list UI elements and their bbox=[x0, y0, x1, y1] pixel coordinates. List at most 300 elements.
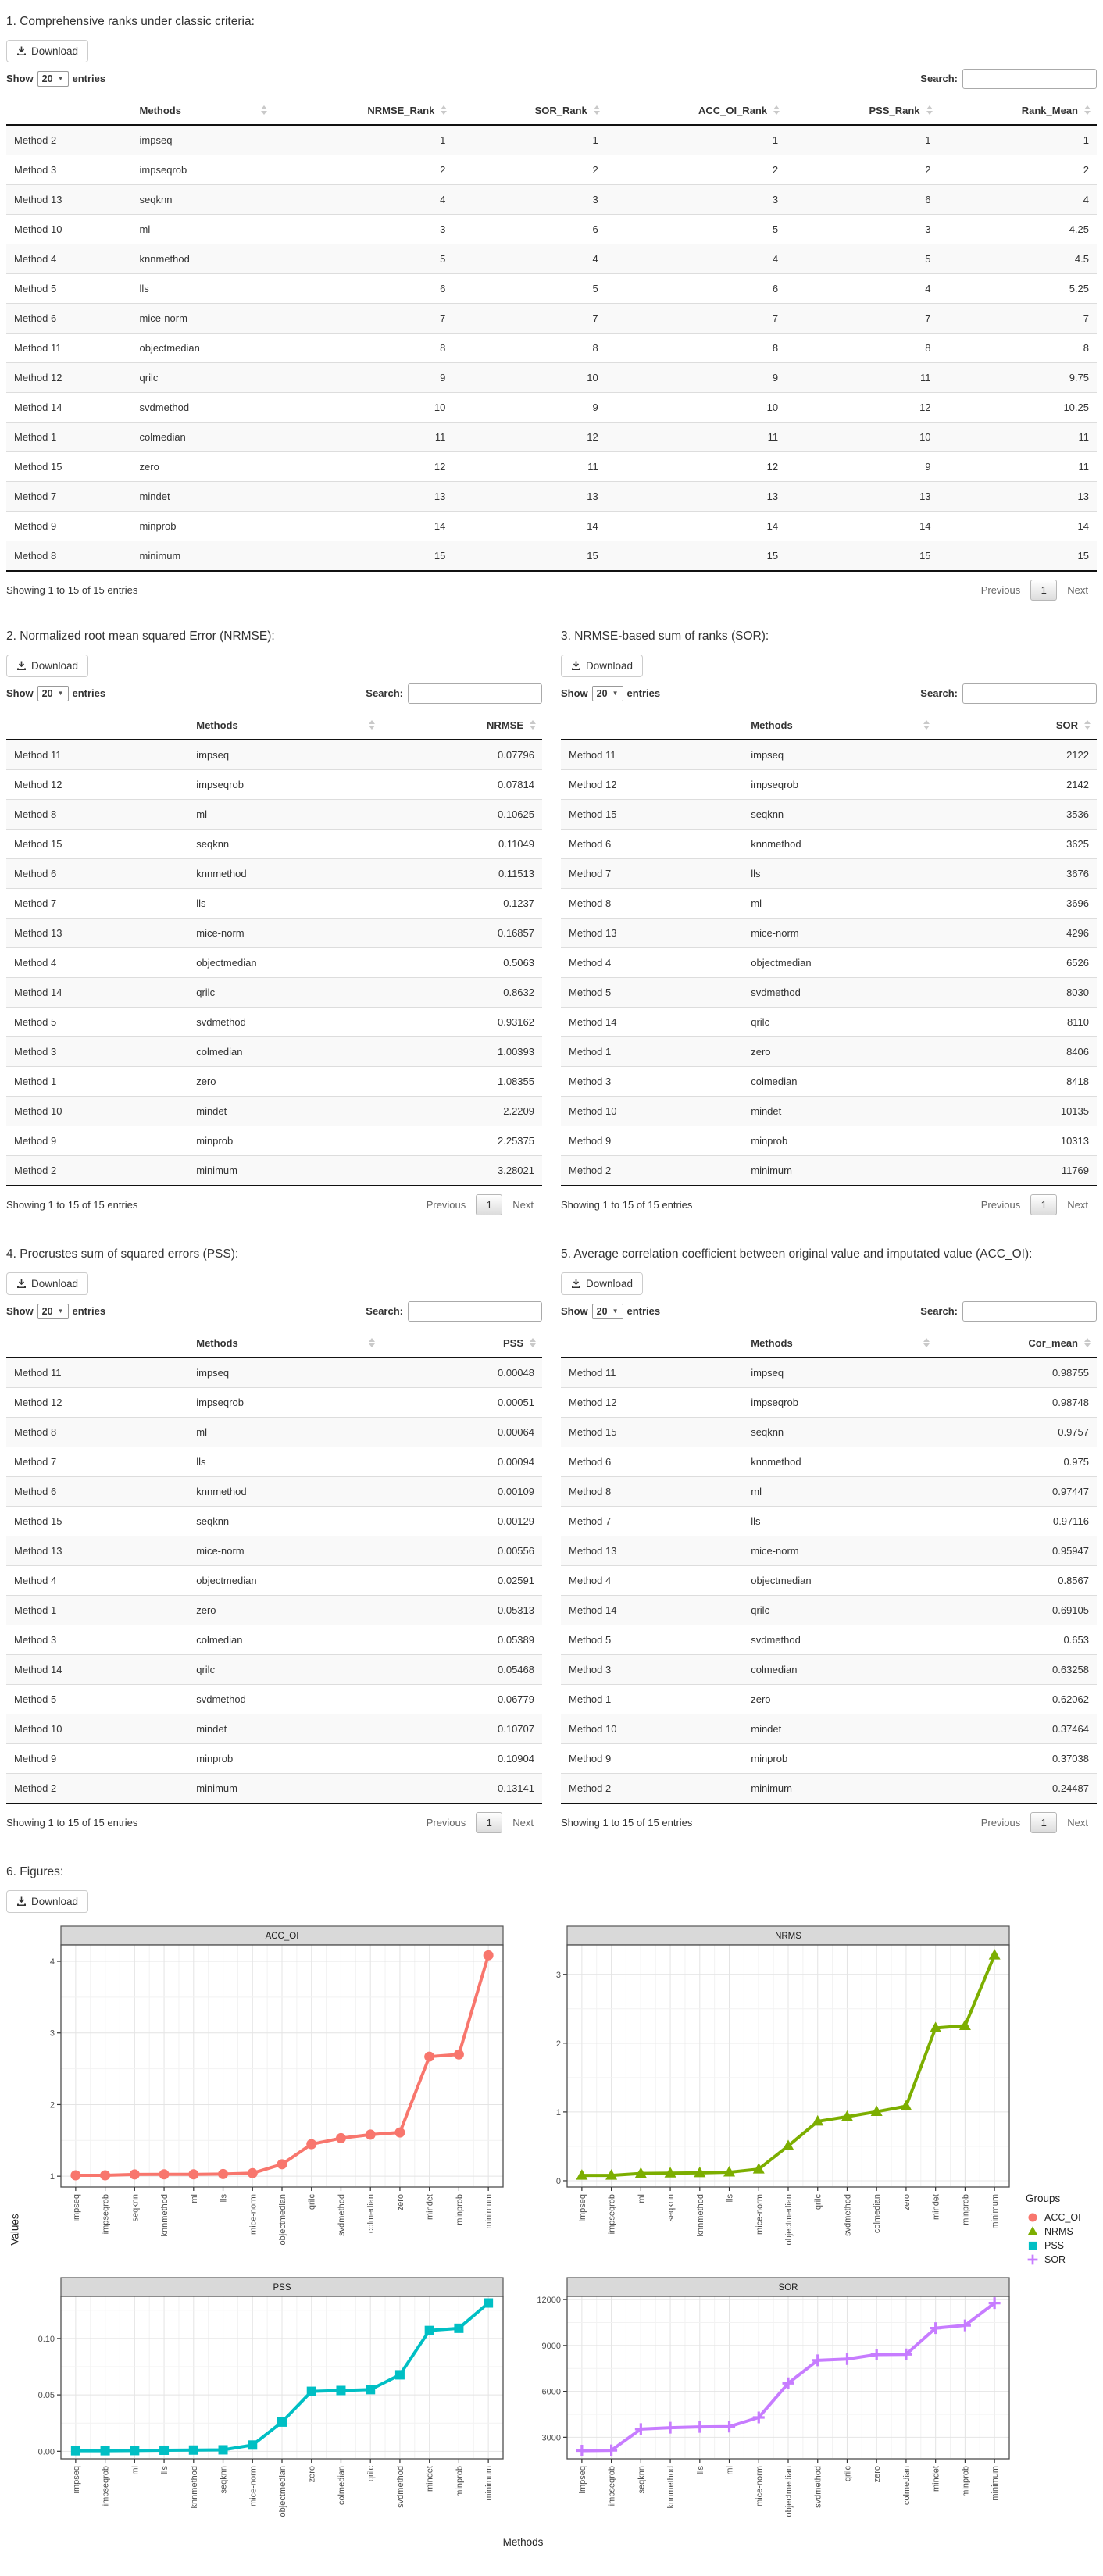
caret-down-icon: ▼ bbox=[612, 690, 619, 698]
svg-text:mice-norm: mice-norm bbox=[754, 2465, 764, 2506]
page-size-select[interactable]: 20 ▼ bbox=[37, 686, 69, 701]
table-cell: lls bbox=[751, 867, 761, 879]
table-cell: 1.00393 bbox=[498, 1045, 534, 1058]
table-row bbox=[6, 184, 1097, 214]
table-row bbox=[6, 362, 1097, 392]
svg-text:SOR: SOR bbox=[778, 2282, 798, 2292]
table-row bbox=[6, 541, 1097, 571]
table-row bbox=[561, 1625, 1097, 1654]
page-size-control: Show 20 ▼ entries bbox=[6, 1304, 105, 1319]
table-cell: impseqrob bbox=[196, 1396, 244, 1408]
svg-text:knnmethod: knnmethod bbox=[695, 2193, 705, 2237]
svg-text:impseq: impseq bbox=[577, 2193, 587, 2222]
search-label: Search: bbox=[920, 73, 958, 85]
x-axis-title: Methods bbox=[502, 2535, 544, 2548]
table-cell: Method 12 bbox=[569, 1396, 617, 1408]
table-cell: 13 bbox=[766, 490, 779, 502]
column-header[interactable]: NRMSE bbox=[381, 712, 542, 740]
sort-icon bbox=[369, 720, 375, 730]
table-cell: 5 bbox=[925, 252, 931, 265]
table-row bbox=[561, 1506, 1097, 1536]
next-button[interactable]: Next bbox=[512, 1816, 534, 1829]
table-cell: Method 11 bbox=[14, 1366, 62, 1379]
table-cell: Method 3 bbox=[569, 1075, 612, 1087]
table-cell: 4 bbox=[772, 252, 779, 265]
table-cell: 7 bbox=[1083, 312, 1089, 324]
table-cell: objectmedian bbox=[196, 1574, 257, 1586]
table-cell: 0.975 bbox=[1063, 1455, 1089, 1468]
table-cell: 13 bbox=[434, 490, 446, 502]
table-row bbox=[6, 481, 1097, 511]
download-button[interactable]: Download bbox=[6, 655, 88, 677]
table-cell: qrilc bbox=[196, 986, 216, 998]
table-cell: 15 bbox=[766, 549, 779, 562]
svg-text:mindet: mindet bbox=[425, 2193, 435, 2220]
table-cell: zero bbox=[196, 1604, 216, 1616]
table-row bbox=[561, 918, 1097, 947]
search-input[interactable] bbox=[962, 683, 1097, 704]
table-cell: Method 12 bbox=[569, 778, 617, 790]
table-cell: 7 bbox=[592, 312, 598, 324]
table-row bbox=[6, 829, 542, 858]
table-cell: 3625 bbox=[1066, 837, 1089, 850]
previous-button[interactable]: Previous bbox=[426, 1816, 466, 1829]
table-cell: 0.07796 bbox=[498, 748, 534, 761]
table-cell: svdmethod bbox=[751, 1633, 801, 1646]
page-number-button[interactable]: 1 bbox=[1030, 1194, 1057, 1215]
column-header[interactable]: SOR_Rank bbox=[453, 97, 605, 125]
table-row bbox=[6, 511, 1097, 541]
table-cell: minprob bbox=[196, 1134, 234, 1147]
table-cell: 0.00048 bbox=[498, 1366, 534, 1379]
table-cell: 2142 bbox=[1066, 778, 1089, 790]
table-cell: Method 7 bbox=[569, 867, 612, 879]
table-row bbox=[6, 333, 1097, 362]
table-cell: ml bbox=[139, 223, 151, 235]
table-info: Showing 1 to 15 of 15 entries bbox=[6, 1198, 138, 1211]
svg-text:lls: lls bbox=[160, 2465, 170, 2474]
svg-text:svdmethod: svdmethod bbox=[395, 2465, 405, 2508]
sort-icon bbox=[1084, 105, 1091, 115]
table-row bbox=[561, 769, 1097, 799]
table-cell: Method 11 bbox=[569, 748, 616, 761]
page-number-button[interactable]: 1 bbox=[476, 1194, 502, 1215]
svg-text:impseqrob: impseqrob bbox=[101, 2193, 111, 2235]
table-cell: 0.00051 bbox=[498, 1396, 534, 1408]
table-cell: colmedian bbox=[196, 1045, 243, 1058]
table-row bbox=[6, 392, 1097, 422]
table-cell: minprob bbox=[196, 1752, 234, 1764]
svg-text:ml: ml bbox=[130, 2465, 141, 2475]
table-cell: mindet bbox=[196, 1722, 227, 1735]
section-pss bbox=[6, 1239, 542, 1836]
previous-button[interactable]: Previous bbox=[980, 1816, 1021, 1829]
download-button[interactable]: Download bbox=[561, 1272, 643, 1295]
download-icon bbox=[16, 46, 27, 56]
caret-down-icon: ▼ bbox=[57, 690, 64, 698]
svg-text:12000: 12000 bbox=[536, 2295, 561, 2305]
svg-text:2: 2 bbox=[49, 2100, 55, 2110]
svg-text:zero: zero bbox=[872, 2465, 882, 2483]
table-cell: Method 13 bbox=[14, 926, 62, 939]
table-cell: 0.13141 bbox=[498, 1782, 534, 1794]
section-figures bbox=[6, 1864, 1097, 2556]
column-header[interactable]: PSS bbox=[381, 1329, 542, 1358]
column-header[interactable]: Methods bbox=[132, 97, 273, 125]
column-header[interactable]: Methods bbox=[188, 1329, 381, 1358]
table-cell: 0.62062 bbox=[1052, 1693, 1089, 1705]
svg-text:impseq: impseq bbox=[71, 2193, 81, 2222]
ranks-table bbox=[6, 97, 1097, 572]
table-cell: knnmethod bbox=[196, 867, 247, 879]
table-row bbox=[6, 1387, 542, 1417]
table-cell: seqknn bbox=[196, 1515, 230, 1527]
page-number-button[interactable]: 1 bbox=[476, 1812, 502, 1833]
column-header[interactable]: PSS_Rank bbox=[786, 97, 938, 125]
table-cell: Method 15 bbox=[14, 460, 62, 473]
sort-icon bbox=[926, 105, 933, 115]
row-name-header bbox=[561, 712, 743, 740]
table-cell: 0.5063 bbox=[503, 956, 534, 969]
svg-text:impseqrob: impseqrob bbox=[101, 2465, 111, 2506]
table-cell: 12 bbox=[434, 460, 446, 473]
table-cell: 11 bbox=[434, 430, 446, 443]
next-button[interactable]: Next bbox=[1067, 1816, 1088, 1829]
table-cell: 4296 bbox=[1066, 926, 1089, 939]
legend-item-sor: SOR bbox=[1026, 2253, 1097, 2267]
table-cell: 8 bbox=[925, 341, 931, 354]
table-cell: Method 5 bbox=[569, 986, 612, 998]
table-cell: 6 bbox=[925, 193, 931, 205]
table-cell: zero bbox=[139, 460, 159, 473]
table-cell: impseq bbox=[751, 748, 784, 761]
column-header[interactable]: Rank_Mean bbox=[939, 97, 1097, 125]
table-cell: Method 8 bbox=[569, 897, 612, 909]
download-button[interactable]: Download bbox=[6, 1272, 88, 1295]
row-name-header bbox=[6, 712, 188, 740]
svg-text:svdmethod: svdmethod bbox=[337, 2193, 347, 2236]
next-button[interactable]: Next bbox=[512, 1198, 534, 1211]
table-row bbox=[6, 303, 1097, 333]
table-cell: 0.653 bbox=[1063, 1633, 1089, 1646]
sort-icon bbox=[594, 105, 600, 115]
table-cell: 3 bbox=[440, 223, 446, 235]
table-cell: mindet bbox=[139, 490, 170, 502]
next-button[interactable]: Next bbox=[1067, 1198, 1088, 1211]
search-label: Search: bbox=[366, 687, 403, 700]
table-row bbox=[561, 1476, 1097, 1506]
table-cell: seqknn bbox=[139, 193, 173, 205]
table-row bbox=[6, 1684, 542, 1714]
nrmse-table bbox=[6, 712, 542, 1186]
svg-text:impseqrob: impseqrob bbox=[607, 2465, 617, 2506]
svg-text:mice-norm: mice-norm bbox=[248, 2193, 259, 2235]
table-row bbox=[561, 1126, 1097, 1155]
table-cell: Method 12 bbox=[14, 371, 62, 384]
table-row bbox=[561, 1096, 1097, 1126]
svg-text:zero: zero bbox=[307, 2465, 317, 2483]
table-cell: lls bbox=[139, 282, 149, 294]
table-cell: Method 1 bbox=[569, 1693, 612, 1705]
column-header[interactable]: Methods bbox=[743, 1329, 936, 1358]
table-row bbox=[6, 1536, 542, 1565]
table-cell: 0.69105 bbox=[1052, 1604, 1089, 1616]
table-cell: 9 bbox=[440, 371, 446, 384]
table-cell: Method 10 bbox=[569, 1722, 617, 1735]
table-cell: minimum bbox=[751, 1782, 792, 1794]
page-number-button[interactable]: 1 bbox=[1030, 580, 1057, 601]
svg-text:0: 0 bbox=[555, 2176, 561, 2186]
table-cell: impseq bbox=[139, 134, 173, 146]
sort-icon bbox=[261, 105, 267, 115]
svg-text:ml: ml bbox=[725, 2465, 735, 2475]
svg-text:lls: lls bbox=[219, 2193, 229, 2203]
table-row bbox=[561, 740, 1097, 770]
page-size-select[interactable]: 20 ▼ bbox=[592, 1304, 623, 1319]
search-input[interactable] bbox=[962, 1301, 1097, 1322]
table-cell: 0.00109 bbox=[498, 1485, 534, 1497]
table-row bbox=[6, 273, 1097, 303]
svg-text:colmedian: colmedian bbox=[872, 2193, 882, 2233]
table-cell: impseqrob bbox=[751, 1396, 798, 1408]
svg-text:mice-norm: mice-norm bbox=[754, 2193, 764, 2235]
svg-text:knnmethod: knnmethod bbox=[160, 2193, 170, 2237]
table-row bbox=[6, 1036, 542, 1066]
table-cell: 7 bbox=[772, 312, 779, 324]
table-cell: mice-norm bbox=[196, 926, 245, 939]
svg-text:2: 2 bbox=[555, 2039, 561, 2049]
table-cell: Method 10 bbox=[14, 1104, 62, 1117]
table-row bbox=[6, 1476, 542, 1506]
svg-text:3: 3 bbox=[555, 1970, 561, 1980]
table-cell: 0.02591 bbox=[498, 1574, 534, 1586]
sort-icon bbox=[1084, 1338, 1091, 1347]
table-row bbox=[6, 1066, 542, 1096]
table-cell: Method 12 bbox=[14, 1396, 62, 1408]
table-cell: 5 bbox=[440, 252, 446, 265]
table-cell: Method 3 bbox=[14, 163, 57, 176]
table-cell: 2 bbox=[925, 163, 931, 176]
caret-down-icon: ▼ bbox=[57, 1308, 64, 1315]
table-cell: seqknn bbox=[196, 837, 230, 850]
svg-text:impseq: impseq bbox=[71, 2465, 81, 2494]
table-cell: colmedian bbox=[139, 430, 186, 443]
svg-text:ACC_OI: ACC_OI bbox=[265, 1931, 299, 1941]
table-cell: 3 bbox=[592, 193, 598, 205]
table-cell: minimum bbox=[751, 1164, 792, 1176]
table-cell: impseqrob bbox=[139, 163, 187, 176]
table-cell: ml bbox=[196, 808, 207, 820]
next-button[interactable]: Next bbox=[1067, 583, 1088, 596]
svg-text:minprob: minprob bbox=[960, 2193, 970, 2225]
table-row bbox=[6, 1506, 542, 1536]
table-row bbox=[561, 829, 1097, 858]
table-cell: Method 9 bbox=[569, 1134, 612, 1147]
search-input[interactable] bbox=[408, 1301, 542, 1322]
table-cell: 1 bbox=[925, 134, 931, 146]
table-cell: Method 15 bbox=[569, 1425, 617, 1438]
column-header[interactable]: Methods bbox=[188, 712, 381, 740]
download-icon bbox=[571, 661, 581, 671]
table-cell: 2.25375 bbox=[498, 1134, 534, 1147]
svg-text:4: 4 bbox=[49, 1957, 55, 1967]
svg-text:zero: zero bbox=[901, 2193, 912, 2211]
table-cell: 2 bbox=[1083, 163, 1089, 176]
table-cell: Method 4 bbox=[14, 1574, 57, 1586]
table-info: Showing 1 to 15 of 15 entries bbox=[6, 583, 138, 596]
download-icon bbox=[16, 661, 27, 671]
table-cell: Method 11 bbox=[14, 748, 62, 761]
table-cell: objectmedian bbox=[139, 341, 200, 354]
table-cell: svdmethod bbox=[139, 401, 190, 413]
table-cell: Method 5 bbox=[569, 1633, 612, 1646]
search-label: Search: bbox=[920, 1305, 958, 1318]
table-cell: 12 bbox=[587, 430, 598, 443]
search-input[interactable] bbox=[962, 69, 1097, 89]
table-cell: 15 bbox=[587, 549, 598, 562]
table-cell: 0.37038 bbox=[1052, 1752, 1089, 1764]
table-cell: 4 bbox=[592, 252, 598, 265]
sort-icon bbox=[1084, 720, 1091, 730]
page-number-button[interactable]: 1 bbox=[1030, 1812, 1057, 1833]
column-header[interactable]: ACC_OI_Rank bbox=[606, 97, 786, 125]
table-cell: Method 7 bbox=[14, 1455, 57, 1468]
svg-text:seqknn: seqknn bbox=[666, 2193, 676, 2222]
column-header[interactable]: NRMSE_Rank bbox=[273, 97, 453, 125]
table-cell: 0.00556 bbox=[498, 1544, 534, 1557]
table-cell: minprob bbox=[751, 1752, 788, 1764]
page-size-control: Show 20 ▼ entries bbox=[6, 71, 105, 87]
table-cell: Method 11 bbox=[569, 1366, 616, 1379]
section-title: 3. NRMSE-based sum of ranks (SOR): bbox=[561, 629, 769, 643]
sort-icon bbox=[923, 720, 930, 730]
section-acc-oi bbox=[561, 1239, 1097, 1836]
table-cell: Method 8 bbox=[14, 808, 57, 820]
table-cell: 15 bbox=[1077, 549, 1089, 562]
download-button[interactable]: Download bbox=[6, 40, 88, 62]
table-row bbox=[6, 1126, 542, 1155]
column-header[interactable]: Cor_mean bbox=[936, 1329, 1097, 1358]
sort-icon bbox=[773, 105, 780, 115]
table-row bbox=[561, 1595, 1097, 1625]
previous-button[interactable]: Previous bbox=[980, 583, 1021, 596]
table-cell: 0.93162 bbox=[498, 1015, 534, 1028]
table-cell: Method 3 bbox=[14, 1045, 57, 1058]
svg-text:0.05: 0.05 bbox=[37, 2390, 55, 2400]
table-row bbox=[6, 1358, 542, 1388]
table-cell: 11 bbox=[767, 430, 779, 443]
svg-text:qrilc: qrilc bbox=[813, 2193, 823, 2210]
download-icon bbox=[571, 1279, 581, 1289]
table-cell: Method 15 bbox=[14, 1515, 62, 1527]
table-cell: Method 6 bbox=[569, 1455, 612, 1468]
section-title: 5. Average correlation coefficient between original value and imputated value (ACC_OI): bbox=[561, 1247, 1033, 1261]
table-cell: Method 14 bbox=[569, 1604, 617, 1616]
table-cell: Method 2 bbox=[569, 1164, 612, 1176]
column-header[interactable]: SOR bbox=[936, 712, 1097, 740]
table-cell: seqknn bbox=[751, 1425, 784, 1438]
table-cell: Method 1 bbox=[569, 1045, 612, 1058]
table-cell: Method 4 bbox=[14, 956, 57, 969]
table-cell: 0.98755 bbox=[1052, 1366, 1089, 1379]
table-cell: 0.97447 bbox=[1052, 1485, 1089, 1497]
table-row bbox=[561, 1007, 1097, 1036]
cor-mean-table bbox=[561, 1329, 1097, 1804]
previous-button[interactable]: Previous bbox=[426, 1198, 466, 1211]
table-cell: Method 13 bbox=[14, 193, 62, 205]
table-cell: 3.28021 bbox=[498, 1164, 534, 1176]
table-cell: Method 2 bbox=[14, 1164, 57, 1176]
svg-text:minimum: minimum bbox=[484, 2465, 494, 2501]
svg-text:knnmethod: knnmethod bbox=[666, 2465, 676, 2509]
table-cell: 5 bbox=[592, 282, 598, 294]
svg-text:mice-norm: mice-norm bbox=[248, 2465, 259, 2506]
page-size-select[interactable]: 20 ▼ bbox=[37, 1304, 69, 1319]
table-cell: 2 bbox=[592, 163, 598, 176]
column-header[interactable]: Methods bbox=[743, 712, 936, 740]
table-cell: qrilc bbox=[751, 1015, 770, 1028]
table-cell: Method 14 bbox=[569, 1015, 617, 1028]
table-cell: mice-norm bbox=[751, 1544, 799, 1557]
table-row bbox=[6, 1096, 542, 1126]
table-cell: seqknn bbox=[751, 808, 784, 820]
table-cell: 0.10625 bbox=[498, 808, 534, 820]
table-cell: 0.05468 bbox=[498, 1663, 534, 1675]
pagination bbox=[973, 1812, 1097, 1833]
table-cell: minimum bbox=[196, 1164, 237, 1176]
table-cell: Method 2 bbox=[569, 1782, 612, 1794]
table-cell: Method 10 bbox=[14, 223, 62, 235]
download-button[interactable]: Download bbox=[561, 655, 643, 677]
svg-text:svdmethod: svdmethod bbox=[813, 2465, 823, 2508]
table-cell: 0.98748 bbox=[1052, 1396, 1089, 1408]
table-row bbox=[6, 1714, 542, 1743]
table-row bbox=[6, 1155, 542, 1186]
chart-panel-pss bbox=[23, 2277, 506, 2535]
table-cell: 11 bbox=[1078, 430, 1089, 443]
svg-text:colmedian: colmedian bbox=[337, 2465, 347, 2505]
table-row bbox=[6, 1773, 542, 1804]
legend-key-icon bbox=[1026, 2225, 1040, 2239]
table-row bbox=[6, 740, 542, 770]
search-input[interactable] bbox=[408, 683, 542, 704]
table-row bbox=[6, 1654, 542, 1684]
table-row bbox=[561, 1358, 1097, 1388]
table-row bbox=[6, 214, 1097, 244]
table-cell: 7 bbox=[440, 312, 446, 324]
table-cell: objectmedian bbox=[196, 956, 257, 969]
svg-text:mindet: mindet bbox=[931, 2193, 941, 2220]
previous-button[interactable]: Previous bbox=[980, 1198, 1021, 1211]
table-row bbox=[6, 1595, 542, 1625]
table-row bbox=[6, 977, 542, 1007]
table-row bbox=[561, 1654, 1097, 1684]
table-cell: Method 11 bbox=[14, 341, 62, 354]
table-cell: 0.05313 bbox=[498, 1604, 534, 1616]
table-cell: mindet bbox=[751, 1722, 782, 1735]
table-cell: 10 bbox=[587, 371, 598, 384]
table-cell: 1.08355 bbox=[498, 1075, 534, 1087]
table-cell: Method 9 bbox=[569, 1752, 612, 1764]
table-row bbox=[561, 888, 1097, 918]
page-size-select[interactable]: 20 ▼ bbox=[37, 71, 69, 87]
table-cell: 11769 bbox=[1061, 1164, 1089, 1176]
page-size-control: Show 20 ▼ entries bbox=[561, 686, 660, 701]
table-cell: 8406 bbox=[1066, 1045, 1089, 1058]
page-size-select[interactable]: 20 ▼ bbox=[592, 686, 623, 701]
download-button[interactable]: Download bbox=[6, 1890, 88, 1913]
sor-table bbox=[561, 712, 1097, 1186]
